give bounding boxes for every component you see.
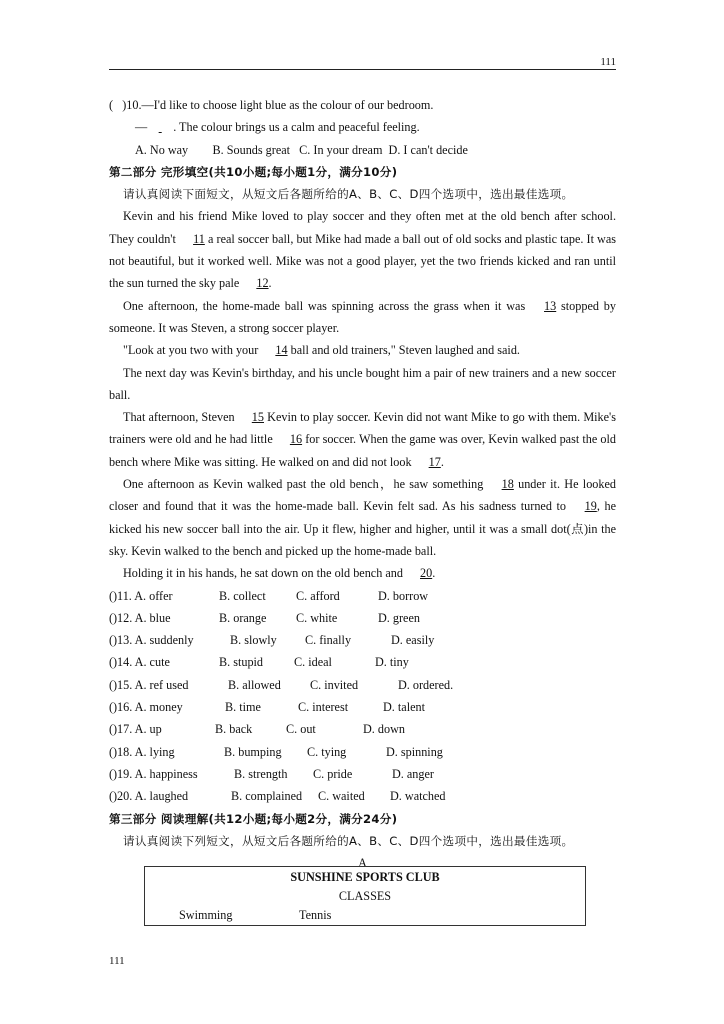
class-swimming: Swimming [179, 908, 233, 922]
cloze-paragraph-3: "Look at you two with your 14 ball and old trainers," Steven laughed and said. [109, 339, 616, 361]
option-row-19: ( )19. A. happiness B. strength C. pride D. anger [109, 766, 434, 781]
option-row-20: ( )20. A. laughed B. complained C. waited D. watched [109, 789, 446, 804]
blank-14: 14 [275, 343, 288, 358]
cloze-paragraph-6: One afternoon as Kevin walked past the old bench，he saw something 18 under it. He looked closer and found that it was the home-made ball. Kevin felt sad. As his sadness turned to 19, he kicked his new soccer ball into the air. Up it flew, higher and higher, until it was a small dot(点)in the sky. Kevin walked to the bench and picked up the home-made ball. [109, 473, 616, 562]
question-10-text: )10.—I'd like to choose light blue as the colour of our bedroom. [122, 98, 434, 112]
answer-blank [147, 116, 173, 138]
blank-11: 11 [193, 231, 205, 246]
cloze-paragraph-2: One afternoon, the home-made ball was spinning across the grass when it was 13 stopped by someone. It was Steven, a strong soccer player. [109, 295, 616, 340]
question-10-response: — . The colour brings us a calm and peaceful feeling. [109, 116, 616, 138]
classes-row [145, 906, 585, 925]
header-divider [109, 69, 616, 70]
page-number-bottom: 111 [109, 955, 125, 967]
blank-15: 15 [251, 410, 264, 425]
sports-club-table [144, 866, 586, 926]
option-row-13: ( )13. A. suddenly B. slowly C. finally D. easily [109, 633, 435, 648]
blank-13: 13 [544, 298, 557, 313]
blank-18: 18 [501, 477, 514, 492]
cloze-paragraph-5: That afternoon, Steven 15 Kevin to play soccer. Kevin did not want Mike to go with them. Mike's trainers were old and he had little 16 for soccer. When the game was over, Kevin walked past the old bench where Mike was sitting. He walked on and did not look 17. [109, 406, 616, 473]
blank-17: 17 [428, 454, 441, 469]
question-10-options: A. No way B. Sounds great C. In your dream D. I can't decide [135, 142, 468, 157]
part2-title: 第二部分 完形填空(共10小题;每小题1分，满分10分) [109, 164, 398, 179]
sports-club-title: SUNSHINE SPORTS CLUB [290, 870, 440, 884]
class-tennis: Tennis [299, 908, 332, 922]
blank-12: 12 [256, 276, 269, 291]
cloze-paragraph-1: Kevin and his friend Mike loved to play soccer and they often met at the old bench after school. They couldn't 11 a real soccer ball, but Mike had made a ball out of old socks and plastic tape. It was not beautiful, but it worked well. Mike was not a good player, yet the two friends kicked and ran until the sun turned the sky pale 12. [109, 205, 616, 294]
page-number-top: 111 [600, 56, 616, 68]
blank-19: 19 [584, 499, 597, 514]
document-body [109, 94, 616, 874]
option-row-16: ( )16. A. money B. time C. interest D. talent [109, 700, 425, 715]
option-row-15: ( )15. A. ref used B. allowed C. invited D. ordered. [109, 677, 454, 692]
classes-heading: CLASSES [338, 889, 392, 903]
cloze-paragraph-7: Holding it in his hands, he sat down on the old bench and 20. [109, 562, 616, 584]
option-row-12: ( )12. A. blue B. orange C. white D. green [109, 610, 420, 625]
option-row-17: ( )17. A. up B. back C. out D. down [109, 722, 405, 737]
part2-instruction: 请认真阅读下面短文，从短文后各题所给的A、B、C、D四个选项中，选出最佳选项。 [123, 187, 574, 202]
answer-paren: ( [109, 98, 114, 112]
section-label-a: A [358, 856, 367, 871]
blank-16: 16 [289, 432, 303, 447]
option-row-18: ( )18. A. lying B. bumping C. tying D. spinning [109, 744, 443, 759]
question-10 [109, 94, 616, 116]
part3-instruction: 请认真阅读下列短文，从短文后各题所给的A、B、C、D四个选项中，选出最佳选项。 [123, 833, 574, 848]
part3-title: 第三部分 阅读理解(共12小题;每小题2分，满分24分) [109, 811, 398, 826]
blank-20: 20 [420, 566, 433, 581]
option-row-14: ( )14. A. cute B. stupid C. ideal D. tiny [109, 655, 409, 670]
option-row-11: ( )11. A. offer B. collect C. afford D. borrow [109, 588, 429, 603]
cloze-paragraph-4: The next day was Kevin's birthday, and his uncle bought him a pair of new trainers and a new soccer ball. [109, 365, 616, 402]
